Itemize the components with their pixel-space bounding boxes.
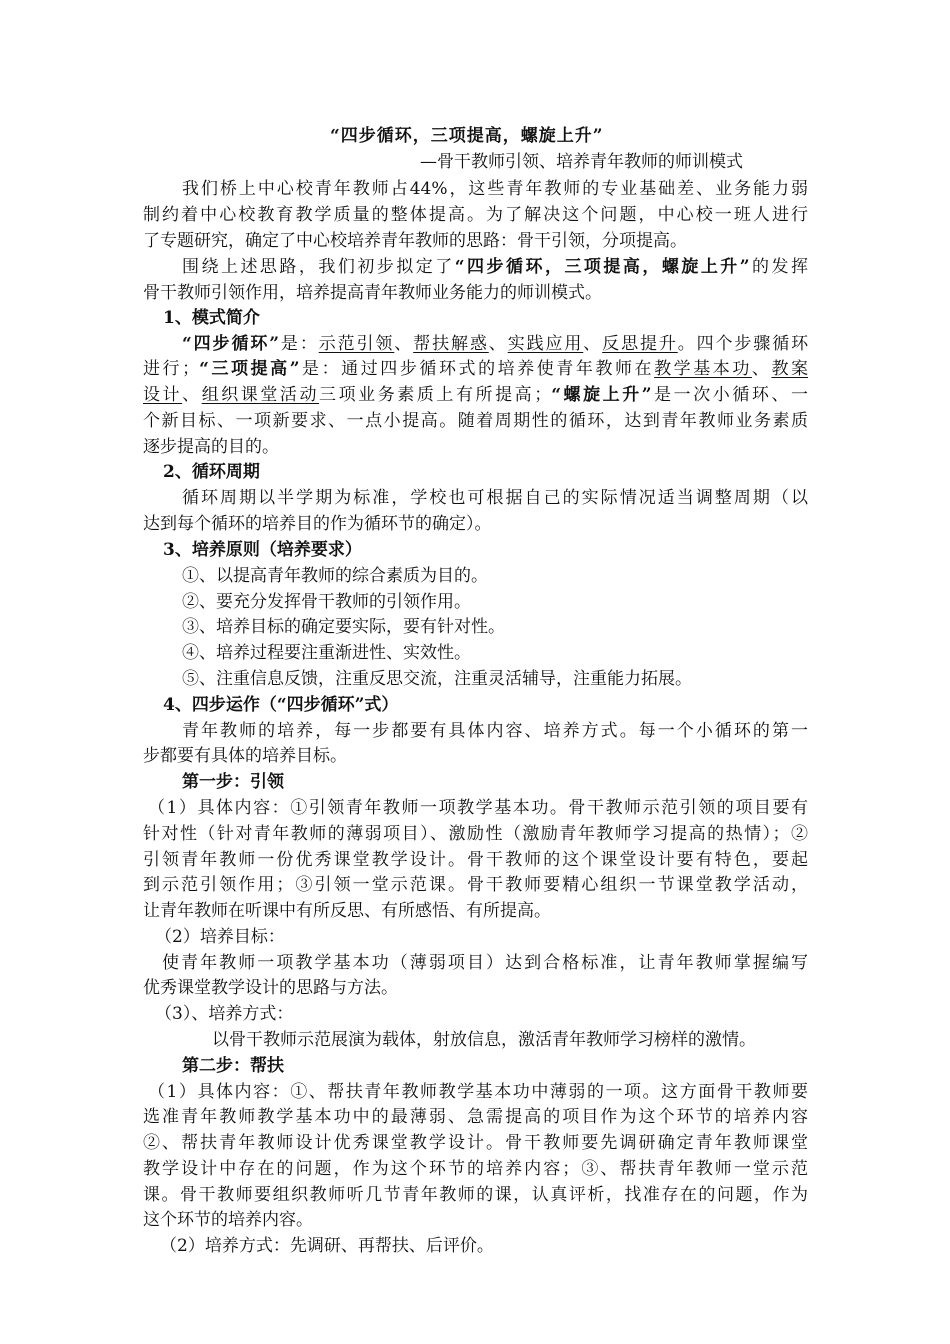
text-run: 是：通过四步循环式的培养使青年教师在 xyxy=(299,359,655,379)
paragraph-line: 课。骨干教师要组织教师听几节青年教师的课，认真评析，找准存在的问题，作为 xyxy=(143,1185,808,1205)
intro-line: 我们桥上中心校青年教师占44%，这些青年教师的专业基础差、业务能力弱 xyxy=(182,179,808,199)
principle-item: ⑤、注重信息反馈，注重反思交流，注重灵活辅导，注重能力拓展。 xyxy=(182,669,692,689)
paragraph-line: 循环周期以半学期为标准，学校也可根据自己的实际情况适当调整周期（以 xyxy=(182,488,808,508)
skill-term: 组织课堂活动 xyxy=(201,385,320,405)
text-run: 三项业务素质上有所提高； xyxy=(319,385,552,405)
paragraph-line xyxy=(143,357,808,381)
paragraph-line: 以骨干教师示范展演为载体，射放信息，激活青年教师学习榜样的激情。 xyxy=(212,1030,756,1050)
text-run: 的发挥 xyxy=(749,257,809,277)
step-term: 帮扶解惑 xyxy=(413,334,489,354)
text-run: 、 xyxy=(583,334,603,354)
text-run: 进行； xyxy=(143,359,200,379)
step-heading: 第二步：帮扶 xyxy=(182,1056,284,1076)
section-heading: 1、模式简介 xyxy=(163,308,260,328)
section-heading: 4、四步运作（“四步循环”式） xyxy=(163,695,399,715)
principle-item: ①、以提高青年教师的综合素质为目的。 xyxy=(182,566,488,586)
principle-item: ④、培养过程要注重渐进性、实效性。 xyxy=(182,643,471,663)
doc-subtitle: —骨干教师引领、培养青年教师的师训模式 xyxy=(420,152,743,172)
paragraph-line: 教学设计中存在的问题，作为这个环节的培养内容；③、帮扶青年教师一堂示范 xyxy=(143,1159,808,1179)
paragraph-line: 针对性（针对青年教师的薄弱项目）、激励性（激励青年教师学习提高的热情）；② xyxy=(143,824,808,844)
paragraph-line: （1）具体内容：①引领青年教师一项教学基本功。骨干教师示范引领的项目要有 xyxy=(148,798,808,818)
skill-term: 教学基本功 xyxy=(654,359,752,379)
paragraph-line xyxy=(143,383,808,407)
text-run: 围绕上述思路，我们初步拟定了 xyxy=(182,257,455,277)
paragraph-line: 青年教师的培养，每一步都要有具体内容、培养方式。每一个小循环的第一 xyxy=(182,721,808,741)
skill-term: 设计 xyxy=(143,385,183,405)
paragraph-line: 让青年教师在听课中有所反思、有所感悟、有所提高。 xyxy=(143,901,551,921)
paragraph-line: 骨干教师引领作用，培养提高青年教师业务能力的师训模式。 xyxy=(143,283,602,303)
paragraph-line: 步都要有具体的培养目标。 xyxy=(143,746,347,766)
text-run: 是一次小循环、一 xyxy=(651,385,809,405)
intro-line: 了专题研究，确定了中心校培养青年教师的思路：骨干引领，分项提高。 xyxy=(143,231,687,251)
paragraph-line: 个新目标、一项新要求、一点小提高。随着周期性的循环，达到青年教师业务素质 xyxy=(143,411,808,431)
text-run: 。四个步骤循环 xyxy=(677,334,809,354)
paragraph-line: （2）培养方式：先调研、再帮扶、后评价。 xyxy=(160,1236,494,1256)
paragraph-line: （1）具体内容：①、帮扶青年教师教学基本功中薄弱的一项。这方面骨干教师要 xyxy=(148,1082,808,1102)
paragraph-line: 优秀课堂教学设计的思路与方法。 xyxy=(143,978,398,998)
skill-term: 教案 xyxy=(771,359,809,379)
term: “四步循环” xyxy=(182,334,280,354)
text-run: 是： xyxy=(279,334,319,354)
paragraph-line: 选准青年教师教学基本功中的最薄弱、急需提高的项目作为这个环节的培养内容 xyxy=(143,1107,808,1127)
paragraph-line: 使青年教师一项教学基本功（薄弱项目）达到合格标准，让青年教师掌握编写 xyxy=(162,953,808,973)
step-term: 反思提升 xyxy=(602,334,678,354)
text-run: 、 xyxy=(182,385,202,405)
text-run: 、 xyxy=(488,334,508,354)
principle-item: ②、要充分发挥骨干教师的引领作用。 xyxy=(182,592,471,612)
term: “螺旋上升” xyxy=(551,385,652,405)
paragraph-line: 逐步提高的目的。 xyxy=(143,437,279,457)
step-heading: 第一步：引领 xyxy=(182,772,284,792)
text-run: 、 xyxy=(394,334,414,354)
text-run: 、 xyxy=(751,359,772,379)
paragraph-line: 这个环节的培养内容。 xyxy=(143,1210,313,1230)
paragraph-line xyxy=(182,255,808,279)
step-term: 实践应用 xyxy=(507,334,584,354)
doc-title: “四步循环，三项提高，螺旋上升” xyxy=(330,126,604,146)
model-name: “四步循环，三项提高，螺旋上升” xyxy=(454,257,750,277)
intro-line: 制约着中心校教育教学质量的整体提高。为了解决这个问题，中心校一班人进行 xyxy=(143,205,808,225)
sub-label: （2）培养目标： xyxy=(155,927,285,947)
step-term: 示范引领 xyxy=(318,334,395,354)
section-heading: 3、培养原则（培养要求） xyxy=(163,540,362,560)
paragraph-line xyxy=(182,332,808,356)
section-heading: 2、循环周期 xyxy=(163,462,260,482)
paragraph-line: 引领青年教师一份优秀课堂教学设计。骨干教师的这个课堂设计要有特色，要起 xyxy=(143,850,808,870)
principle-item: ③、培养目标的确定要实际，要有针对性。 xyxy=(182,617,505,637)
paragraph-line: ②、帮扶青年教师设计优秀课堂教学设计。骨干教师要先调研确定青年教师课堂 xyxy=(143,1133,808,1153)
sub-label: （3）、培养方式： xyxy=(155,1004,294,1024)
term: “三项提高” xyxy=(199,359,300,379)
paragraph-line: 到示范引领作用；③引领一堂示范课。骨干教师要精心组织一节课堂教学活动， xyxy=(143,875,808,895)
paragraph-line: 达到每个循环的培养目的作为循环节的确定）。 xyxy=(143,514,492,534)
